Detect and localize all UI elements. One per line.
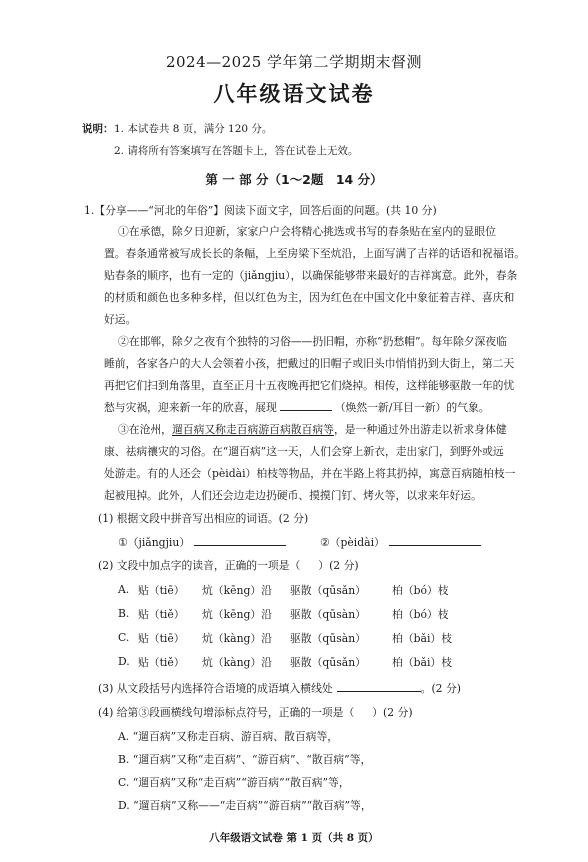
sub-question-1-b-label: ②（pèidài） <box>320 536 385 549</box>
passage-p2-line4-b: （焕然一新/耳目一新）的气象。 <box>334 401 490 414</box>
sub-question-1-a-label: ①（jiǎngjiu） <box>118 536 191 549</box>
option-b-col3: 驱散（qūsàn） <box>290 608 366 621</box>
sub-question-2-stem-b: ）(2 分) <box>318 559 359 572</box>
passage-p2-line4-a: 愁与灾祸，迎来新一年的欣喜，展现 <box>104 401 277 414</box>
exam-year-title: 2024—2025 学年第二学期期末督测 <box>165 53 423 71</box>
sub-question-3-stem-a: (3) 从文段括号内选择符合语境的成语填入横线处 <box>98 682 333 695</box>
sub-question-4-option-c: C. “遛百病”又称“走百病”“游百病”“散百病”等， <box>118 776 350 789</box>
sub-question-4-stem-b: ）(2 分) <box>372 706 413 719</box>
option-c-key: C. <box>118 631 130 644</box>
option-a-key: A. <box>118 583 130 596</box>
option-a-col2: 炕（kēng）沿 <box>202 584 272 597</box>
option-d-col2: 炕（kàng）沿 <box>202 656 273 669</box>
passage-p1-line4: 的材质和颜色也多种多样，但以红色为主，因为红色在中国文化中象征着吉祥、喜庆和 <box>104 291 515 304</box>
sub-question-3-stem-b: 。(2 分) <box>420 682 461 695</box>
sub-question-2-stem <box>98 558 359 573</box>
sub-question-2-stem-a: (2) 文段中加点字的读音，正确的一项是（ <box>98 559 301 572</box>
option-a-col1: 贴（tiē） <box>138 584 185 597</box>
option-c-col2: 炕（kàng）沿 <box>202 632 273 645</box>
sub-question-1-b <box>320 535 481 550</box>
passage-p1-line2: 置。春条通常被写成长长的条幅，上至房梁下至炕沿，上面写满了吉祥的话语和祝福语。 <box>104 247 526 260</box>
option-c-col1: 贴（tiē） <box>138 632 185 645</box>
option-d-key: D. <box>118 655 130 668</box>
passage-p1-line5: 好运。 <box>104 313 137 326</box>
option-c-col4: 柏（bǎi）枝 <box>392 632 452 645</box>
option-d-col3: 驱散（qūsǎn） <box>290 656 366 669</box>
answer-blank-3[interactable] <box>337 681 421 692</box>
notes-label: 说明： <box>82 123 114 135</box>
passage-p3-line3: 处游走。有的人还会（pèidài）柏枝等物品，并在半路上将其扔掉，寓意百病随柏枝一 <box>104 467 516 480</box>
passage-p1-line1: ①在承德，除夕日迎新，家家户户会将精心挑选或书写的春条贴在室内的显眼位 <box>118 225 496 238</box>
option-a-col4: 柏（bó）枝 <box>392 584 449 597</box>
passage-p3-line2: 康、祛病禳灾的习俗。在“遛百病”这一天，人们会穿上新衣，走出家门，到野外或远 <box>104 445 504 458</box>
passage-p3-line1-c: ，是一种通过外出游走以祈求身体健 <box>333 423 507 436</box>
sub-question-4-option-a: A. “遛百病”又称走百病、游百病、散百病等， <box>118 730 339 743</box>
option-a-col3: 驱散（qūsǎn） <box>290 584 366 597</box>
passage-p2-line3: 再把它们扫到角落里，直至正月十五夜晚再把它们烧掉。相传，这样能够驱散一年的忧 <box>104 379 515 392</box>
question-1-stem: 1.【分享——“河北的年俗”】阅读下面文字，回答后面的问题。(共 10 分) <box>84 204 437 217</box>
option-d-col4: 柏（bǎi）枝 <box>392 656 452 669</box>
part-heading: 第 一 部 分（1～2题 14 分） <box>205 172 383 187</box>
option-c-col3: 驱散（qūsàn） <box>290 632 366 645</box>
underlined-sentence: 遛百病又称走百病游百病散百病等 <box>171 423 334 436</box>
passage-p2-line4 <box>104 400 490 415</box>
passage-p3-line4: 起被甩掉。此外，人们还会边走边扔硬币、摸摸门钉、烤火等，以求来年好运。 <box>104 489 482 502</box>
passage-p3-line1-a: ③在沧州， <box>118 423 172 436</box>
answer-blank-idiom[interactable] <box>280 400 332 411</box>
exam-title: 八年级语文试卷 <box>213 82 375 106</box>
sub-question-4-option-b: B. “遛百病”又称“走百病”、“游百病”、“散百病”等， <box>118 753 372 766</box>
sub-question-4-stem-a: (4) 给第③段画横线句增添标点符号，正确的一项是（ <box>98 706 355 719</box>
answer-blank-1a[interactable] <box>194 535 286 546</box>
option-b-col2: 炕（kēng）沿 <box>202 608 272 621</box>
sub-question-3-stem <box>98 681 461 696</box>
passage-p1-line3: 贴春条的顺序，也有一定的（jiǎngjiu），以确保能够带来最好的吉祥寓意。此外，春条 <box>104 269 518 282</box>
option-b-col1: 贴（tiě） <box>138 608 185 621</box>
passage-p2-line1: ②在邯郸，除夕之夜有个独特的习俗——扔旧帽，亦称“扔愁帽”。每年除夕深夜临 <box>118 335 507 348</box>
sub-question-4-stem <box>98 705 413 720</box>
page-footer: 八年级语文试卷 第 1 页（共 8 页） <box>209 832 379 844</box>
passage-p2-line2: 睡前，各家各户的大人会领着小孩，把戴过的旧帽子或旧头巾悄悄扔到大街上，第二天 <box>104 357 515 370</box>
option-b-key: B. <box>118 607 130 620</box>
option-d-col1: 贴（tiě） <box>138 656 185 669</box>
sub-question-4-option-d: D. “遛百病”又称——“走百病”“游百病”“散百病”等， <box>118 799 372 812</box>
passage-p3-line1 <box>118 422 507 437</box>
sub-question-1-a <box>118 535 286 550</box>
answer-blank-1b[interactable] <box>389 535 481 546</box>
option-b-col4: 柏（bó）枝 <box>392 608 449 621</box>
notes-item-2: 2. 请将所有答案填写在答题卡上，答在试卷上无效。 <box>114 145 359 157</box>
notes-item-1: 1. 本试卷共 8 页，满分 120 分。 <box>114 123 273 135</box>
sub-question-1-stem: (1) 根据文段中拼音写出相应的词语。(2 分) <box>98 512 309 525</box>
